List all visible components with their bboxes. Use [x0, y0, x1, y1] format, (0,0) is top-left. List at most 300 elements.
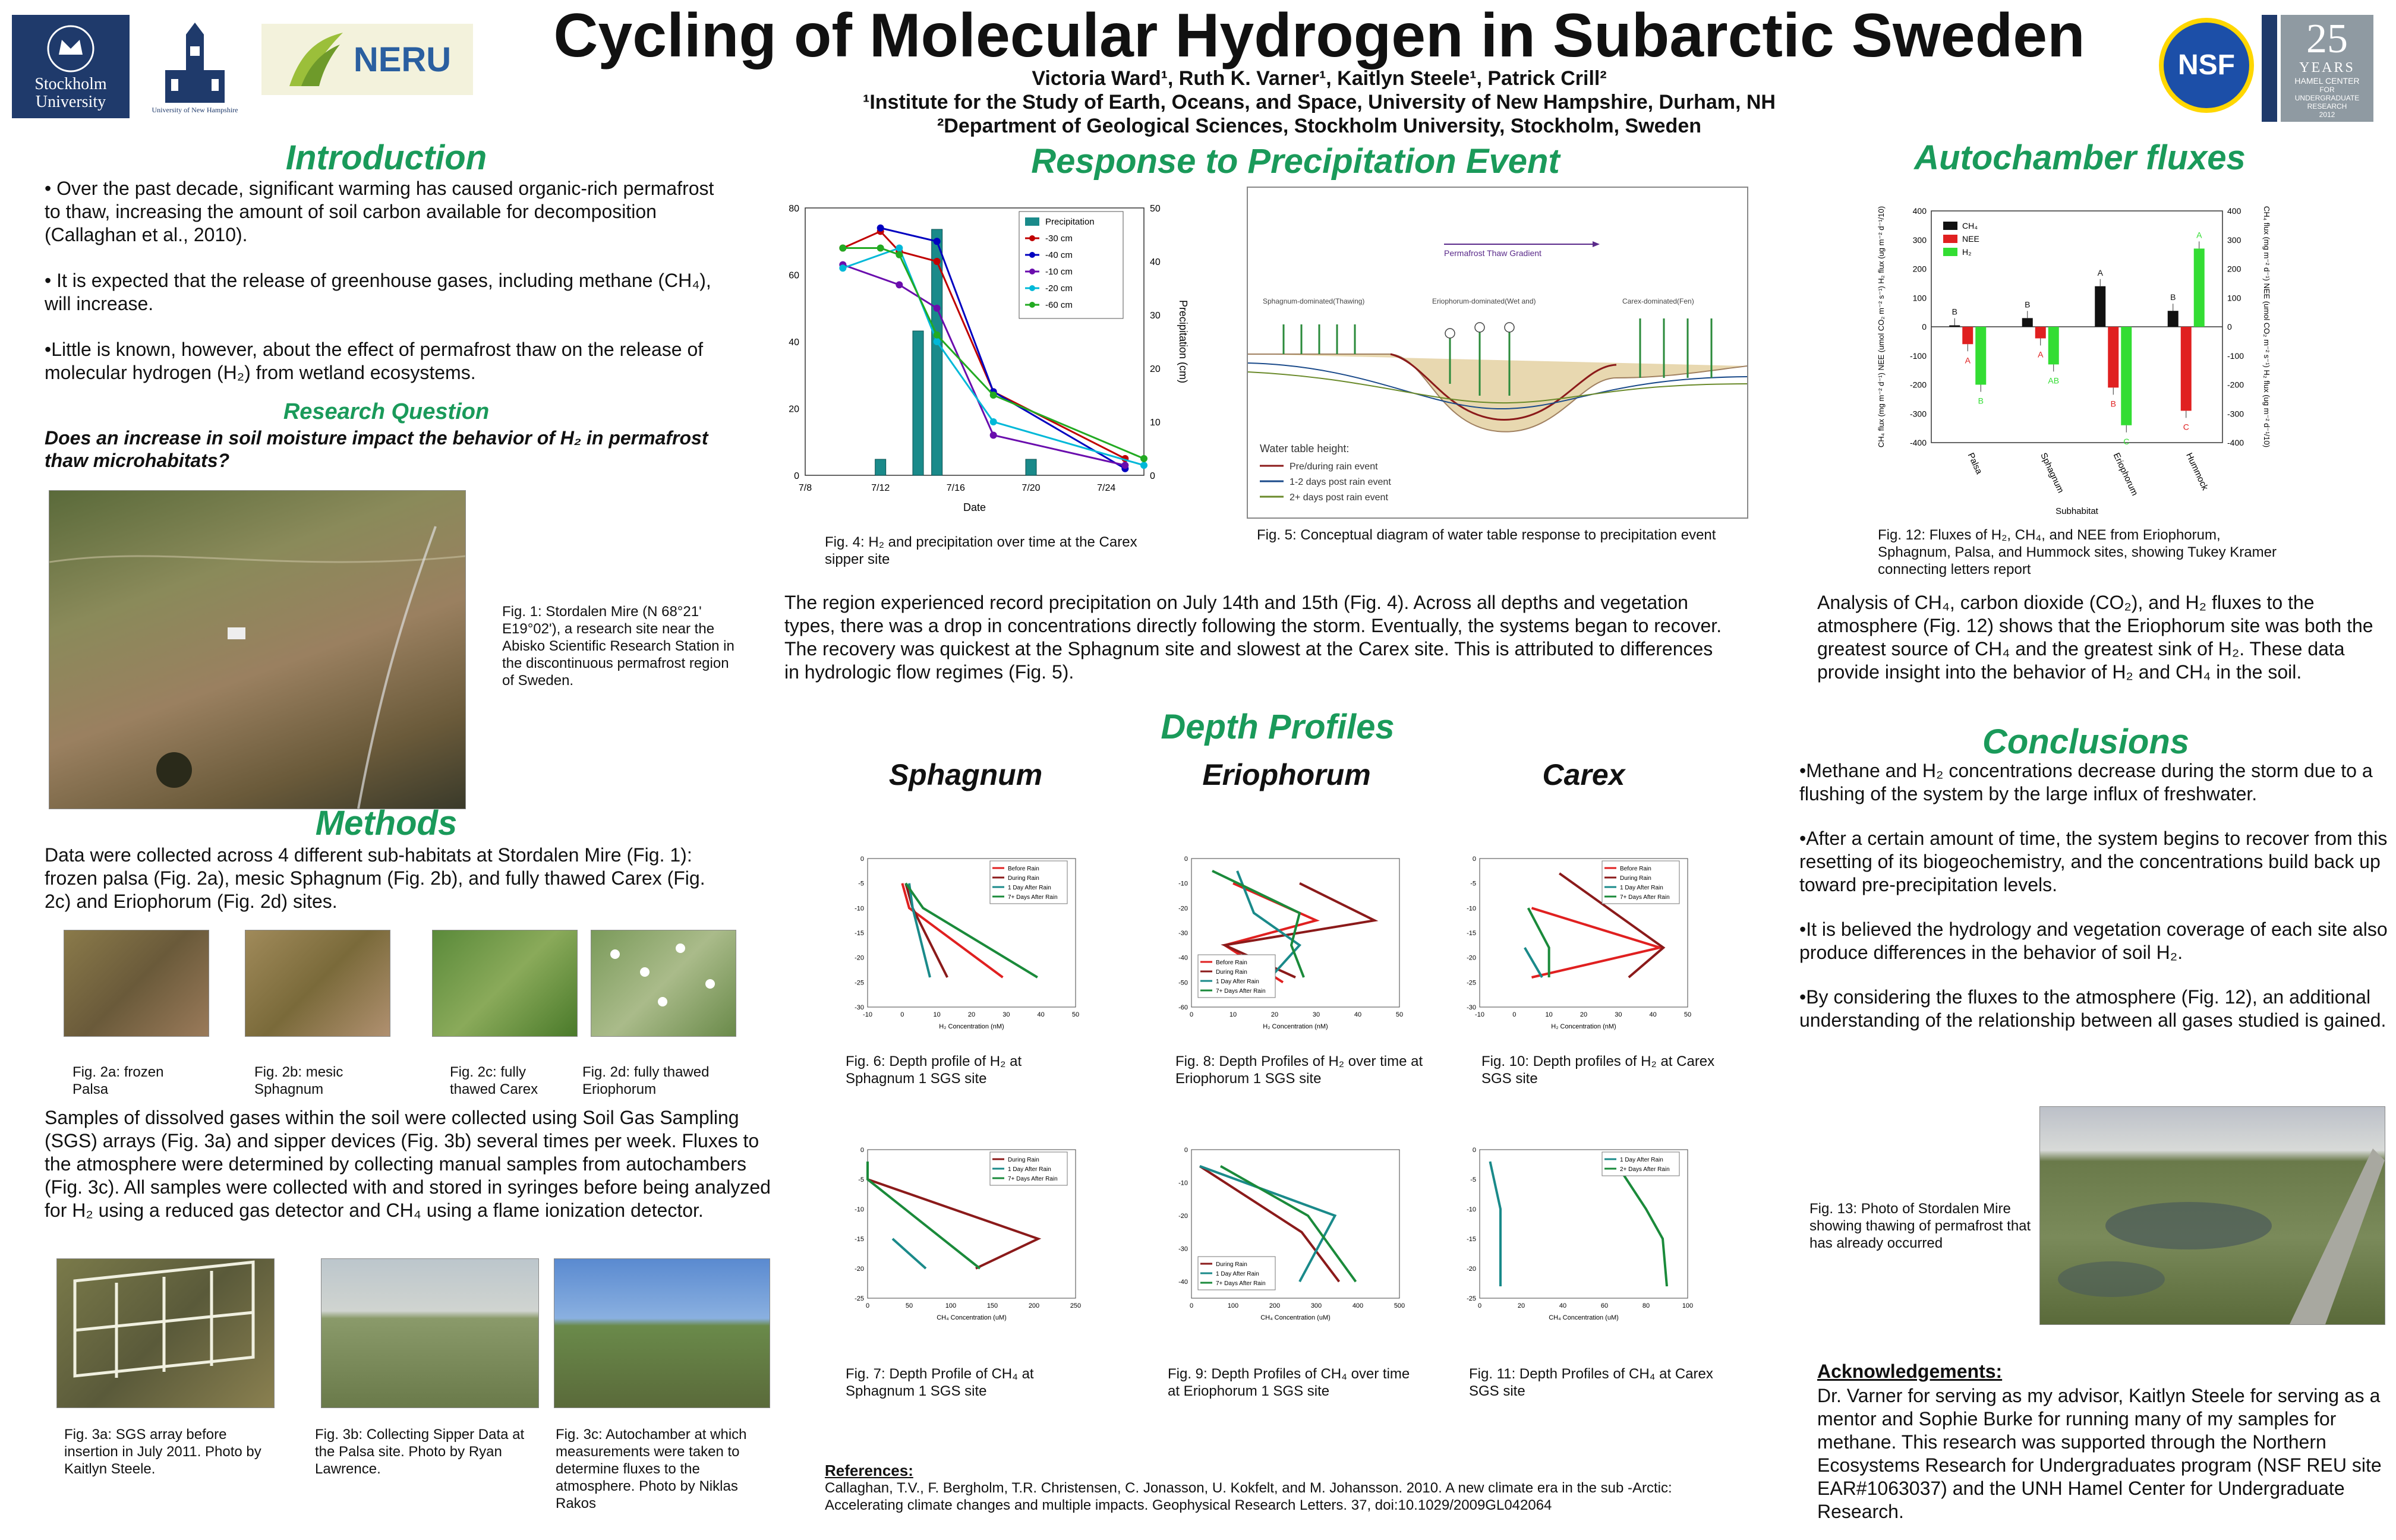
fig8-x-tick: 10	[1229, 1011, 1237, 1018]
fig12-bar	[1949, 326, 1960, 327]
fig12-y-tick-left: 200	[1912, 264, 1927, 274]
fig4-point	[934, 338, 941, 345]
fig2a-caption: Fig. 2a: frozen Palsa	[72, 1064, 164, 1097]
fig6-x-tick: 30	[1002, 1011, 1010, 1018]
fig7-y-tick: -20	[855, 1266, 864, 1273]
fig12-y-tick-right: 100	[2227, 293, 2241, 303]
fig12-legend-label: NEE	[1962, 234, 1979, 244]
fig10-y-tick: -20	[1467, 954, 1476, 962]
conclusion-1: •Methane and H₂ concentrations decrease during the storm due to a flushing of the system by the large influx of freshwater.	[1799, 760, 2373, 804]
carex-column-heading: Carex	[1542, 758, 1625, 791]
fig12-letter: B	[1952, 307, 1957, 317]
fig12-y-tick-left: -100	[1909, 351, 1927, 361]
stockholm-logo-text: Stockholm University	[34, 75, 107, 111]
fig10-x-tick: 0	[1512, 1011, 1517, 1018]
fig4-y-label-right: Precipitation (cm)	[1177, 299, 1189, 384]
fig12-letter: A	[2196, 230, 2202, 240]
stordalen-aerial-photo	[49, 490, 466, 809]
fig4-chart	[758, 196, 1200, 535]
sphagnum-site-label: Sphagnum-dominated(Thawing)	[1263, 297, 1365, 305]
acknowledgements-text: Dr. Varner for serving as my advisor, Kaitlyn Steele for serving as a mentor and Sophie Burke for running many of my samples for methane. This research was supported through the Northern Ecosystems Research for Undergraduates program (NSF REU site EAR#1063037) and the UNH Hamel Center for Undergraduate Research.	[1817, 1385, 2382, 1522]
fig6-x-tick: -10	[863, 1011, 872, 1018]
fig12-category-label: Palsa	[1965, 451, 1984, 476]
fig12-y-tick-right: 0	[2227, 322, 2232, 332]
fig8-legend-label: Before Rain	[1216, 960, 1247, 966]
boardwalk-icon	[2040, 1107, 2385, 1324]
fig11-series-line	[1615, 1162, 1667, 1286]
fig7-legend-label: 7+ Days After Rain	[1008, 1176, 1058, 1182]
fig8-y-tick: -30	[1178, 930, 1188, 937]
fig12-y-tick-left: -300	[1909, 409, 1927, 419]
fig12-bar	[1975, 327, 1986, 385]
fig11-chart	[1450, 1141, 1705, 1331]
fig12-y-tick-left: 0	[1922, 322, 1927, 332]
conclusion-2: •After a certain amount of time, the system begins to recover from this resetting of its biogeochemistry, and the concentrations build back up toward pre-precipitation levels.	[1799, 828, 2388, 895]
fig4-precip-bar	[875, 459, 886, 475]
fig10-legend-label: Before Rain	[1620, 866, 1651, 872]
fig7-x-tick: 50	[905, 1302, 913, 1309]
fig6-legend-label: 7+ Days After Rain	[1008, 894, 1058, 901]
fig12-y-tick-right: 400	[2227, 206, 2241, 216]
conclusion-3: •It is believed the hydrology and vegetation coverage of each site also produce differences in the behavior of soil H₂.	[1799, 919, 2388, 963]
fig6-y-tick: -10	[855, 905, 864, 913]
fig2c-caption: Fig. 2c: fully thawed Carex	[450, 1064, 538, 1097]
fig12-y-tick-left: -400	[1909, 438, 1927, 447]
globe-icon	[2156, 15, 2257, 116]
fig12-y-tick-left: 300	[1912, 235, 1927, 245]
autochamber-heading: Autochamber fluxes	[1914, 138, 2246, 177]
fig12-legend-swatch	[1943, 235, 1957, 243]
fig4-y-tick-right: 50	[1150, 204, 1161, 214]
water-table-diagram	[1247, 187, 1748, 519]
fig8-legend-label: 7+ Days After Rain	[1216, 988, 1266, 995]
fig12-y-tick-left: 400	[1912, 206, 1927, 216]
fig6-x-tick: 20	[967, 1011, 976, 1018]
fig11-x-tick: 80	[1642, 1302, 1650, 1309]
fig4-y-tick-right: 20	[1150, 364, 1161, 374]
fig12-category-label: Eriophorum	[2111, 451, 2140, 497]
fig10-y-tick: -5	[1470, 880, 1476, 888]
fig7-y-tick: -5	[858, 1176, 864, 1184]
fig11-legend-label: 2+ Days After Rain	[1620, 1166, 1670, 1173]
fig1-caption: Fig. 1: Stordalen Mire (N 68°21' E19°02'), a research site near the Abisko Scientific Research Station in the discontinuous permafrost region of Sweden.	[502, 604, 734, 689]
fig10-x-tick: 50	[1683, 1011, 1692, 1018]
fig2d-caption: Fig. 2d: fully thawed Eriophorum	[582, 1064, 710, 1097]
fig9-chart	[1162, 1141, 1417, 1331]
fig12-y-tick-right: -400	[2227, 438, 2244, 447]
fig11-x-tick: 60	[1600, 1302, 1609, 1309]
fig11-x-tick: 0	[1477, 1302, 1482, 1309]
fig9-y-tick: -30	[1178, 1245, 1188, 1253]
fig8-chart	[1162, 850, 1417, 1040]
fig7-y-tick: 0	[860, 1147, 864, 1154]
unh-logo	[135, 15, 254, 122]
fig6-y-tick: -20	[855, 954, 864, 962]
fig4-y-tick-right: 30	[1150, 311, 1161, 321]
fig8-x-label: H₂ Concentration (nM)	[1263, 1023, 1328, 1030]
fig4-legend-marker	[1029, 252, 1035, 258]
fig11-caption: Fig. 11: Depth Profiles of CH₄ at Carex SGS site	[1469, 1366, 1713, 1399]
fig9-y-tick: -10	[1178, 1179, 1188, 1187]
hamel-name: HAMEL CENTER	[2294, 75, 2360, 86]
palsa-photo	[64, 930, 209, 1037]
fig10-y-tick: -30	[1467, 1004, 1476, 1011]
fig6-y-tick: -25	[855, 979, 864, 987]
fig4-caption: Fig. 4: H₂ and precipitation over time at the Carex sipper site	[825, 534, 1137, 567]
fig4-y-tick-left: 60	[789, 270, 799, 281]
intro-text	[45, 177, 722, 384]
cotton-grass-icons	[591, 930, 736, 1036]
fig7-chart	[838, 1141, 1093, 1331]
fig3c-caption: Fig. 3c: Autochamber at which measurements were taken to determine fluxes to the atmosphere. Photo by Niklas Rakos	[556, 1427, 747, 1511]
fig9-y-tick: -20	[1178, 1213, 1188, 1220]
fig4-point	[1140, 462, 1147, 469]
fig10-legend-label: 7+ Days After Rain	[1620, 894, 1670, 901]
fig7-y-tick: -10	[855, 1206, 864, 1213]
fig4-point	[990, 432, 997, 439]
fig4-x-tick: 7/24	[1097, 483, 1116, 493]
fig8-x-tick: 30	[1312, 1011, 1320, 1018]
fig11-x-tick: 100	[1682, 1302, 1694, 1309]
fig13-caption: Fig. 13: Photo of Stordalen Mire showing thawing of permafrost that has already occurred	[1809, 1201, 2031, 1251]
fig6-legend-label: Before Rain	[1008, 866, 1039, 872]
conclusions-text	[1799, 759, 2388, 1053]
fig12-bar	[2194, 248, 2205, 327]
fig12-letter: B	[2110, 399, 2116, 409]
fig12-bar	[1962, 327, 1973, 344]
fig3a-caption: Fig. 3a: SGS array before insertion in July 2011. Photo by Kaitlyn Steele.	[64, 1427, 261, 1477]
precip-text: The region experienced record precipitation on July 14th and 15th (Fig. 4). Across all depths and vegetation types, there was a drop in concentrations directly following the storm. Eventually, the systems began to recover. The recovery was quickest at the Sphagnum site and slowest at the Carex site. This is attributed to differences in hydrologic flow regimes (Fig. 5).	[784, 592, 1722, 683]
fig9-x-tick: 200	[1269, 1302, 1281, 1309]
fig9-legend-label: 7+ Days After Rain	[1216, 1280, 1266, 1287]
fig12-category-label: Sphagnum	[2038, 451, 2066, 495]
fig3b-caption: Fig. 3b: Collecting Sipper Data at the Palsa site. Photo by Ryan Lawrence.	[315, 1427, 525, 1477]
fig12-y-tick-right: 300	[2227, 235, 2241, 245]
conclusion-4: •By considering the fluxes to the atmosphere (Fig. 12), an additional understanding of the relationship between all gases studied is gained.	[1799, 986, 2386, 1031]
fig12-y-label-right: CH₄ flux (mg m⁻² d⁻¹) NEE (umol CO₂ m⁻² s⁻¹) H₂ flux (ug m⁻² d⁻¹/10)	[2262, 206, 2271, 448]
affiliation-2: ²Department of Geological Sciences, Stockholm University, Stockholm, Sweden	[937, 115, 1702, 137]
fig8-legend-label: During Rain	[1216, 969, 1247, 976]
fig9-x-label: CH₄ Concentration (uM)	[1260, 1314, 1331, 1321]
fig10-caption: Fig. 10: Depth profiles of H₂ at Carex SGS site	[1481, 1053, 1715, 1087]
fig10-x-tick: 30	[1615, 1011, 1622, 1018]
fig10-y-tick: 0	[1472, 856, 1476, 863]
fig4-legend-marker	[1029, 269, 1035, 274]
fig11-y-tick: -10	[1467, 1206, 1476, 1213]
fig12-legend-label: CH₄	[1962, 221, 1978, 231]
fig12-letter: C	[2183, 422, 2189, 432]
fig12-caption: Fig. 12: Fluxes of H₂, CH₄, and NEE from Eriophorum, Sphagnum, Palsa, and Hummock sites, showing Tukey Kramer connecting letters report	[1878, 527, 2277, 578]
fig4-y-tick-right: 10	[1150, 418, 1161, 428]
fig4-point	[1121, 462, 1128, 469]
fig8-y-tick: -20	[1178, 905, 1188, 913]
fig6-x-label: H₂ Concentration (nM)	[939, 1023, 1004, 1030]
fig4-legend-marker	[1029, 302, 1035, 308]
fig6-series-line	[909, 883, 930, 977]
fig5-caption: Fig. 5: Conceptual diagram of water table response to precipitation event	[1257, 527, 1716, 543]
eriophorum-column-heading: Eriophorum	[1202, 758, 1371, 791]
gradient-label: Permafrost Thaw Gradient	[1444, 248, 1541, 258]
fig4-legend-marker	[1029, 285, 1035, 291]
fig4-y-tick-left: 40	[789, 337, 799, 348]
fig10-x-tick: 10	[1545, 1011, 1553, 1018]
fig7-legend-label: 1 Day After Rain	[1008, 1166, 1051, 1173]
author-block	[487, 67, 2151, 138]
fig4-point	[934, 305, 941, 312]
fig9-y-tick: 0	[1184, 1147, 1188, 1154]
legend-title: Water table height:	[1260, 443, 1350, 455]
fig4-point	[934, 238, 941, 245]
fig4-point	[934, 332, 941, 339]
fig12-y-label-left: CH₄ flux (mg m⁻² d⁻¹) NEE (umol CO₂ m⁻² s⁻¹) H₂ flux (ug m⁻² d⁻¹/10)	[1877, 206, 1886, 448]
fig12-legend-label: H₂	[1962, 247, 1972, 257]
fig12-x-label: Subhabitat	[2055, 506, 2098, 516]
fig12-y-tick-right: -200	[2227, 380, 2244, 390]
fig8-y-tick: -40	[1178, 954, 1188, 962]
fig4-precip-bar	[1026, 459, 1036, 475]
fig7-caption: Fig. 7: Depth Profile of CH₄ at Sphagnum 1 SGS site	[846, 1366, 1034, 1399]
fig6-y-tick: -30	[855, 1004, 864, 1011]
fig11-y-tick: -20	[1467, 1266, 1476, 1273]
fig6-y-tick: 0	[860, 856, 864, 863]
fig6-x-tick: 10	[933, 1011, 941, 1018]
fig7-x-tick: 250	[1070, 1302, 1082, 1309]
fig12-bar	[2022, 318, 2033, 327]
fig4-point	[934, 258, 941, 265]
hamel-strip	[2262, 15, 2277, 122]
fig4-point	[990, 392, 997, 399]
nsf-logo	[2156, 15, 2257, 116]
hamel-25: 25	[2306, 15, 2348, 62]
fig11-series-line	[1490, 1162, 1501, 1286]
fig11-y-tick: -25	[1467, 1295, 1476, 1302]
fig11-legend-label: 1 Day After Rain	[1620, 1157, 1663, 1163]
fig10-legend-label: 1 Day After Rain	[1620, 885, 1663, 891]
carex-site-label: Carex-dominated(Fen)	[1622, 297, 1694, 305]
fig4-legend-label: -40 cm	[1045, 250, 1073, 260]
fig4-legend-marker	[1029, 235, 1035, 241]
hamel-for: FOR	[2319, 85, 2335, 94]
fig10-x-tick: 20	[1580, 1011, 1588, 1018]
fig9-x-tick: 0	[1189, 1302, 1194, 1309]
fig4-point	[896, 281, 903, 288]
fig4-point	[877, 225, 884, 232]
fig12-bar	[2181, 327, 2192, 411]
fig4-legend-label: Precipitation	[1045, 217, 1095, 227]
fig12-letter: B	[1978, 396, 1984, 406]
fig11-y-tick: -5	[1470, 1176, 1476, 1184]
aerial-overlay	[49, 491, 465, 809]
stockholm-university-logo	[12, 15, 130, 118]
fig6-x-tick: 0	[900, 1011, 904, 1018]
precip-heading: Response to Precipitation Event	[1031, 142, 1560, 181]
fig2b-caption: Fig. 2b: mesic Sphagnum	[254, 1064, 343, 1097]
fig12-y-tick-left: -200	[1909, 380, 1927, 390]
fig12-y-tick-right: 200	[2227, 264, 2241, 274]
fig4-legend-swatch	[1025, 217, 1039, 226]
fig4-precip-bar	[932, 229, 942, 475]
fig6-y-tick: -15	[855, 930, 864, 937]
fig8-caption: Fig. 8: Depth Profiles of H₂ over time at Eriophorum 1 SGS site	[1175, 1053, 1423, 1087]
fig11-x-tick: 40	[1559, 1302, 1567, 1309]
fig12-letter: B	[2170, 292, 2176, 302]
fig6-legend-label: During Rain	[1008, 875, 1039, 882]
acknowledgements-heading: Acknowledgements:	[1817, 1361, 2003, 1382]
fig6-legend-label: 1 Day After Rain	[1008, 885, 1051, 891]
methods-heading: Methods	[315, 804, 458, 842]
fig6-chart	[838, 850, 1093, 1040]
leaf-icon	[283, 27, 349, 92]
fig9-x-tick: 300	[1310, 1302, 1322, 1309]
neru-logo	[261, 24, 473, 95]
fig4-point	[1140, 455, 1147, 462]
conclusions-heading: Conclusions	[1982, 722, 2190, 761]
intro-bullet-1: • Over the past decade, significant warming has caused organic-rich permafrost to thaw, increasing the amount of soil carbon available for decomposition (Callaghan et al., 2010).	[45, 178, 714, 245]
fig8-legend-label: 1 Day After Rain	[1216, 979, 1259, 985]
fig11-x-tick: 20	[1517, 1302, 1525, 1309]
fig4-legend-label: -10 cm	[1045, 267, 1073, 277]
carex-photo	[432, 930, 578, 1037]
fig12-letter: B	[2025, 299, 2031, 310]
fig4-x-tick: 7/12	[871, 483, 890, 493]
fig11-y-tick: -15	[1467, 1236, 1476, 1243]
fig4-point	[896, 251, 903, 258]
sphagnum-photo	[245, 930, 390, 1037]
fig7-x-tick: 150	[986, 1302, 998, 1309]
fig7-series-line	[868, 1179, 1038, 1268]
nsf-logo-text: NSF	[2178, 49, 2235, 81]
fig10-chart	[1450, 850, 1705, 1040]
fig8-y-tick: -60	[1178, 1004, 1188, 1011]
fig9-x-tick: 100	[1227, 1302, 1239, 1309]
fig9-legend-label: 1 Day After Rain	[1216, 1271, 1259, 1277]
fig7-x-tick: 100	[945, 1302, 957, 1309]
fig7-series-line	[893, 1239, 926, 1268]
fig4-y-tick-left: 20	[789, 404, 799, 415]
fig12-y-tick-right: -300	[2227, 409, 2244, 419]
water-table-svg	[1248, 188, 1747, 517]
fig8-x-tick: 50	[1395, 1011, 1404, 1018]
fig12-chart	[1860, 199, 2288, 520]
fig12-bar	[2095, 286, 2105, 327]
sgs-array-photo	[56, 1258, 275, 1408]
fig10-series-line	[1525, 948, 1542, 977]
fig8-x-tick: 0	[1189, 1011, 1194, 1018]
fig10-x-tick: 40	[1649, 1011, 1657, 1018]
legend-2plus-days: 2+ days post rain event	[1290, 493, 1388, 503]
fig4-x-label: Date	[963, 501, 986, 513]
sgs-grid-icon	[57, 1259, 274, 1408]
fig4-point	[896, 245, 903, 252]
fig4-x-tick: 7/16	[946, 483, 965, 493]
fig7-series-line	[868, 1162, 980, 1268]
poster-title: Cycling of Molecular Hydrogen in Subarctic Sweden	[553, 1, 2085, 70]
fig11-x-label: CH₄ Concentration (uM)	[1549, 1314, 1619, 1321]
autochamber-photo	[554, 1258, 770, 1408]
fig10-y-tick: -10	[1467, 905, 1476, 913]
fig10-x-tick: -10	[1475, 1011, 1484, 1018]
fig4-x-tick: 7/8	[798, 483, 812, 493]
fig4-point	[839, 264, 846, 272]
fig6-y-tick: -5	[858, 880, 864, 888]
fig9-caption: Fig. 9: Depth Profiles of CH₄ over time at Eriophorum 1 SGS site	[1168, 1366, 1410, 1399]
fig4-y-tick-right: 0	[1150, 471, 1155, 481]
fig12-legend-swatch	[1943, 248, 1957, 256]
fig4-precip-bar	[913, 331, 923, 475]
fig7-y-tick: -15	[855, 1236, 864, 1243]
fig7-x-tick: 0	[865, 1302, 870, 1309]
fig9-x-tick: 400	[1352, 1302, 1364, 1309]
fig12-bar	[2108, 327, 2118, 387]
methods-paragraph-2: Samples of dissolved gases within the soil were collected using Soil Gas Sampling (SGS) arrays (Fig. 3a) and sipper devices (Fig. 3b) several times per week. Fluxes to the atmosphere were determined by collecting manual samples from autochambers (Fig. 3c). All samples were collected with and stored in syringes before being analyzed for H₂ using a reduced gas detector and CH₄ using a flame ionization detector.	[45, 1107, 771, 1221]
fig9-x-tick: 500	[1394, 1302, 1405, 1309]
fig7-x-label: CH₄ Concentration (uM)	[937, 1314, 1007, 1321]
intro-bullet-2: • It is expected that the release of greenhouse gases, including methane (CH₄), will increase.	[45, 270, 711, 314]
neru-logo-text: NERU	[353, 40, 452, 79]
fig9-legend-label: During Rain	[1216, 1261, 1247, 1268]
fig12-bar	[2035, 327, 2046, 339]
fig10-series-line	[1528, 908, 1549, 977]
research-question-heading: Research Question	[283, 399, 490, 424]
fig9-y-tick: -40	[1178, 1279, 1188, 1286]
fig6-x-tick: 50	[1071, 1011, 1080, 1018]
fig10-legend-label: During Rain	[1620, 875, 1651, 882]
sphagnum-column-heading: Sphagnum	[888, 758, 1043, 791]
fig4-y-tick-left: 80	[789, 204, 799, 214]
fig12-letter: AB	[2048, 375, 2060, 386]
fig4-legend-label: -60 cm	[1045, 300, 1073, 310]
fig12-letter: A	[2097, 267, 2103, 277]
crown-icon	[35, 22, 106, 75]
fig4-x-tick: 7/20	[1022, 483, 1041, 493]
fig4-y-tick-left: 0	[794, 471, 799, 481]
depth-profiles-heading: Depth Profiles	[1161, 708, 1395, 746]
fig4-point	[990, 418, 997, 425]
fig4-legend-label: -30 cm	[1045, 233, 1073, 244]
hamel-ur: UNDERGRADUATE RESEARCH	[2294, 93, 2360, 111]
affiliation-1: ¹Institute for the Study of Earth, Oceans, and Space, University of New Hampshire, Durham, NH	[863, 91, 1776, 113]
fig8-y-tick: 0	[1184, 856, 1188, 863]
eriophorum-photo	[591, 930, 736, 1037]
hamel-center-logo	[2281, 15, 2373, 122]
fig12-letter: C	[2123, 436, 2130, 446]
fig8-x-tick: 40	[1354, 1011, 1362, 1018]
thaw-photo	[2039, 1106, 2385, 1325]
autochamber-text: Analysis of CH₄, carbon dioxide (CO₂), and H₂ fluxes to the atmosphere (Fig. 12) shows that the Eriophorum site was both the greatest source of CH₄ and the greatest sink of H₂. These data provide insight into the behavior of H₂ and CH₄ in the soil.	[1817, 592, 2373, 683]
research-question: Does an increase in soil moisture impact the behavior of H₂ in permafrost thaw microhabitats?	[45, 427, 708, 471]
fig12-bar	[2121, 327, 2132, 425]
fig12-y-tick-left: 100	[1912, 293, 1927, 303]
fig12-letter: A	[2038, 349, 2044, 359]
fig7-x-tick: 200	[1028, 1302, 1040, 1309]
fig10-y-tick: -25	[1467, 979, 1476, 987]
fig12-category-label: Hummock	[2184, 451, 2211, 492]
fig12-y-tick-right: -100	[2227, 351, 2244, 361]
intro-heading: Introduction	[285, 138, 487, 177]
thompson-hall-icon	[153, 23, 237, 106]
intro-bullet-3: •Little is known, however, about the effect of permafrost thaw on the release of molecular hydrogen (H₂) from wetland ecosystems.	[45, 339, 704, 383]
legend-pre: Pre/during rain event	[1290, 462, 1378, 472]
fig8-x-tick: 20	[1270, 1011, 1279, 1018]
fig8-y-tick: -10	[1178, 880, 1188, 888]
fig12-bar	[2048, 327, 2059, 364]
eriophorum-site-label: Eriophorum-dominated(Wet and)	[1432, 297, 1536, 305]
fig12-legend-swatch	[1943, 222, 1957, 230]
fig6-caption: Fig. 6: Depth profile of H₂ at Sphagnum 1 SGS site	[846, 1053, 1022, 1087]
fig11-y-tick: 0	[1472, 1147, 1476, 1154]
legend-1-2-days: 1-2 days post rain event	[1290, 477, 1391, 487]
references-text: Callaghan, T.V., F. Bergholm, T.R. Christensen, C. Jonasson, U. Kokfelt, and M. Johansson. 2010. A new climate era in the sub -Arctic: Accelerating climate changes and multiple impacts. Geophysical Research Letters. 37, doi:10.1029/2009GL042064	[825, 1480, 1672, 1513]
